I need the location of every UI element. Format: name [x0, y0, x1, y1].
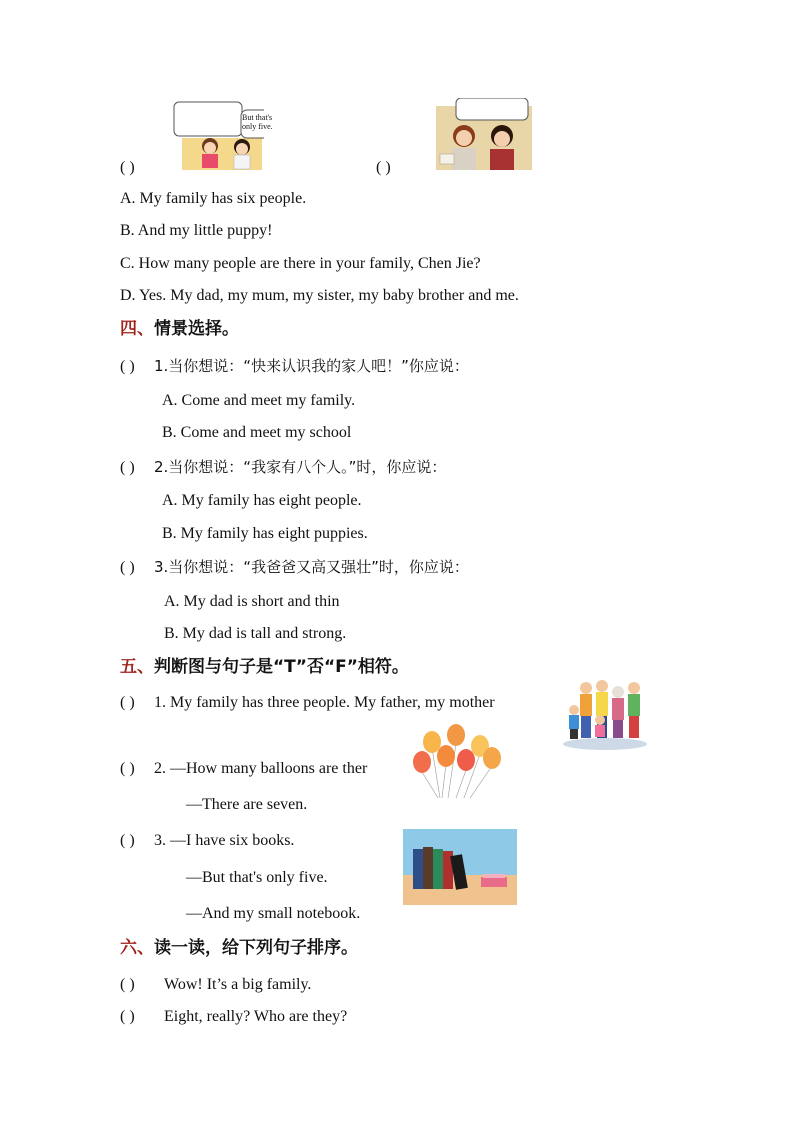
- answer-bracket-2[interactable]: ( ): [376, 159, 391, 176]
- s6-line-2: ( ) Eight, really? Who are they?: [120, 1008, 348, 1025]
- s4-q3-bracket[interactable]: ( ): [120, 559, 135, 576]
- s5-question-2: ( ) 2. —How many balloons are ther: [120, 760, 368, 777]
- s5-question-1: ( ) 1. My family has three people. My father, my mother: [120, 694, 495, 711]
- option-d: D. Yes. My dad, my mum, my sister, my baby brother and me.: [120, 287, 519, 304]
- s5-q2-reply: —There are seven.: [186, 796, 308, 813]
- s4-q3-option-a: A. My dad is short and thin: [164, 593, 340, 610]
- speech-bubble-text: But that's only five.: [242, 113, 273, 131]
- s4-q1-option-b: B. Come and meet my school: [162, 424, 352, 441]
- s6-l1-bracket[interactable]: ( ): [120, 976, 135, 993]
- girls-speech-picture: [172, 100, 264, 170]
- s5-q3-reply-1: —But that's only five.: [186, 869, 328, 886]
- s5-question-3: ( ) 3. —I have six books.: [120, 832, 295, 849]
- s4-question-1: ( ) 1.当你想说：“快来认识我的家人吧！”你应说：: [120, 357, 469, 375]
- family-picture: [560, 678, 650, 750]
- section-4-heading: 四、情景选择。: [120, 319, 239, 339]
- s4-question-2: ( ) 2.当你想说：“我家有八个人。”时，你应说：: [120, 458, 447, 476]
- balloons-picture: [408, 722, 504, 798]
- s5-q3-bracket[interactable]: ( ): [120, 832, 135, 849]
- s6-line-1: ( ) Wow! It’s a big family.: [120, 976, 312, 993]
- s5-q3-reply-2: —And my small notebook.: [186, 905, 361, 922]
- s5-q1-bracket[interactable]: ( ): [120, 694, 135, 711]
- s4-q2-option-b: B. My family has eight puppies.: [162, 525, 368, 542]
- s4-q2-bracket[interactable]: ( ): [120, 459, 135, 476]
- s4-question-3: ( ) 3.当你想说：“我爸爸又高又强壮”时，你应说：: [120, 558, 469, 576]
- s4-q2-option-a: A. My family has eight people.: [162, 492, 362, 509]
- option-c: C. How many people are there in your family, Chen Jie?: [120, 255, 481, 272]
- option-b: B. And my little puppy!: [120, 222, 273, 239]
- option-a: A. My family has six people.: [120, 190, 307, 207]
- section-5-heading: 五、判断图与句子是“T”否“F”相符。: [120, 657, 409, 677]
- s6-l2-bracket[interactable]: ( ): [120, 1008, 135, 1025]
- s4-q1-bracket[interactable]: ( ): [120, 358, 135, 375]
- s5-q2-bracket[interactable]: ( ): [120, 760, 135, 777]
- mother-daughter-picture: [436, 98, 532, 170]
- books-picture: [403, 829, 517, 905]
- section-6-heading: 六、读一读，给下列句子排序。: [120, 938, 358, 958]
- s4-q3-option-b: B. My dad is tall and strong.: [164, 625, 347, 642]
- answer-bracket-1[interactable]: ( ): [120, 159, 135, 176]
- s4-q1-option-a: A. Come and meet my family.: [162, 392, 356, 409]
